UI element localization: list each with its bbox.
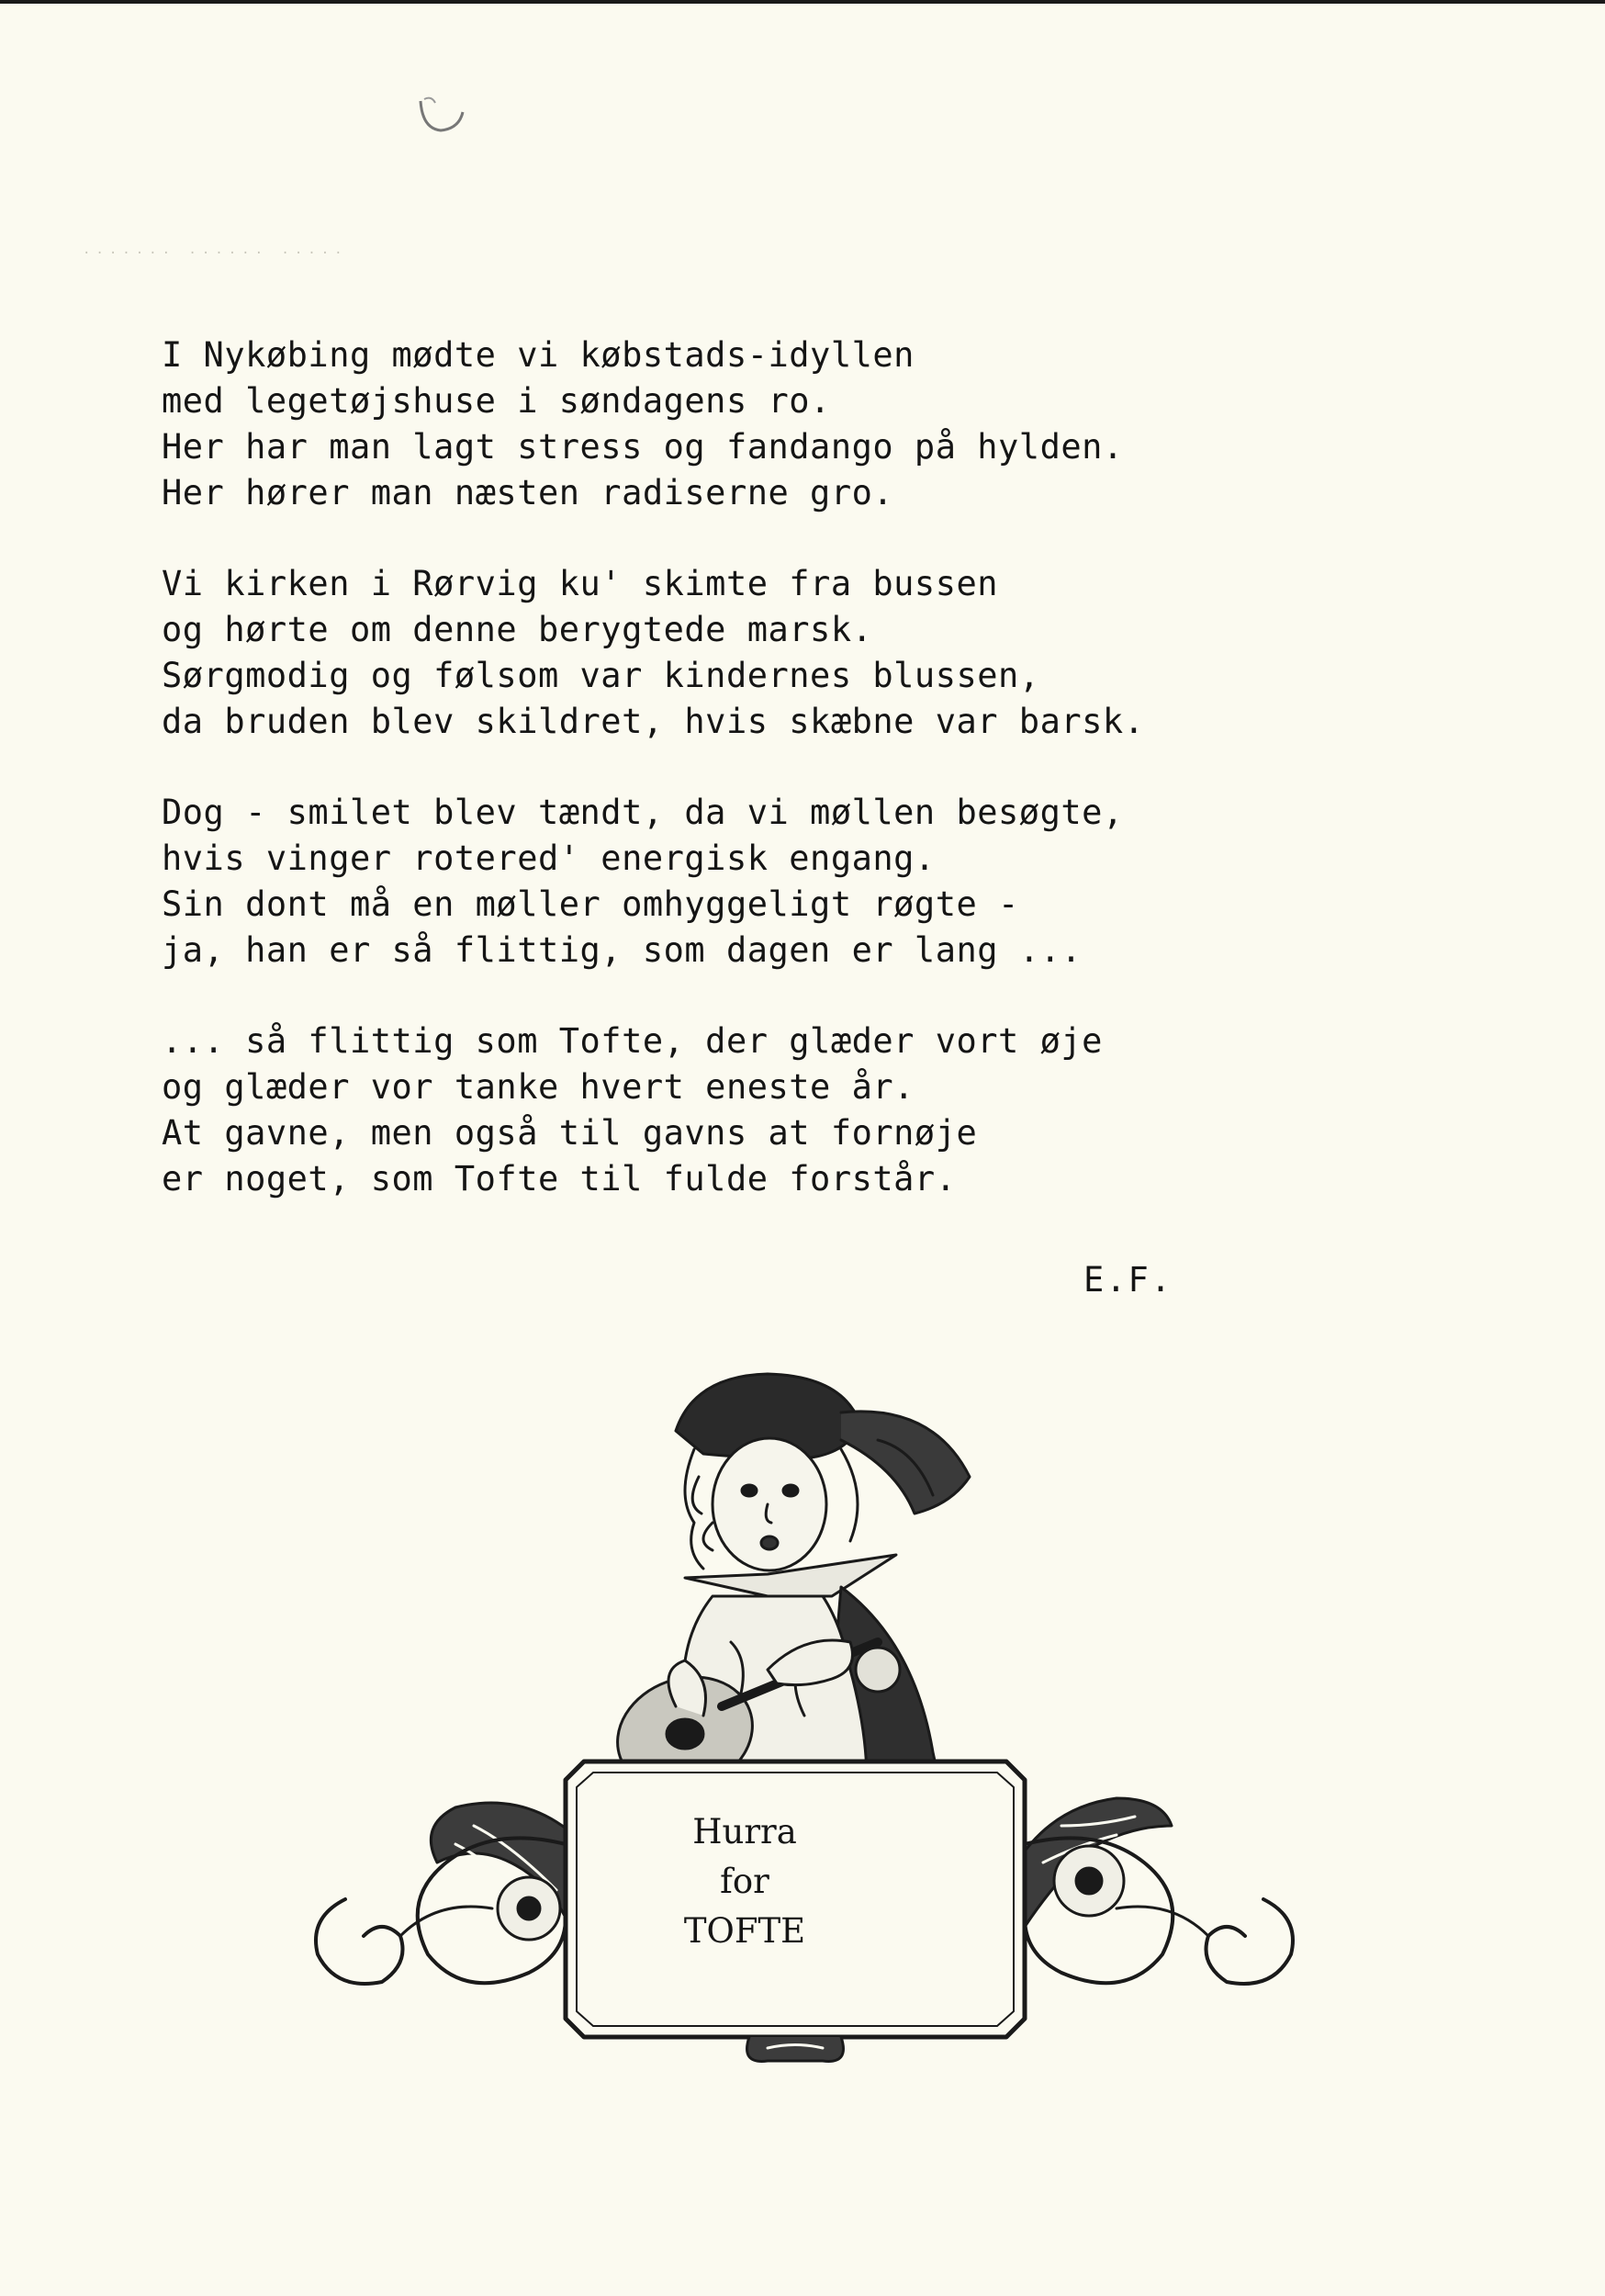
poem-line: Her hører man næsten radiserne gro.	[162, 473, 894, 512]
stanza-3	[162, 790, 1355, 974]
poem	[162, 332, 1355, 1247]
poem-line: At gavne, men også til gavns at fornøje	[162, 1113, 978, 1153]
stanza-2	[162, 561, 1355, 745]
stanza-4	[162, 1019, 1355, 1202]
poem-line: Her har man lagt stress og fandango på hylden.	[162, 427, 1124, 467]
poem-line: med legetøjshuse i søndagens ro.	[162, 381, 831, 421]
poem-line: Vi kirken i Rørvig ku' skimte fra bussen	[162, 564, 999, 603]
poem-line: og hørte om denne berygtede marsk.	[162, 610, 873, 649]
faint-scan-artifact: ······· ······ ·····	[83, 246, 348, 261]
stanza-1	[162, 332, 1355, 516]
poem-line: ... så flittig som Tofte, der glæder vort øje	[162, 1021, 1103, 1061]
cartouche-text	[566, 1807, 924, 1956]
bottom-scroll	[747, 2037, 844, 2061]
cartouche-line-for: for	[720, 1862, 769, 1901]
poem-line: er noget, som Tofte til fulde forstår.	[162, 1159, 957, 1199]
page-top-edge	[0, 0, 1605, 4]
punch-hole-mark	[413, 92, 468, 138]
poem-line: og glæder vor tanke hvert eneste år.	[162, 1067, 915, 1107]
poem-line: ja, han er så flittig, som dagen er lang ...	[162, 930, 1083, 970]
signature: E.F.	[1083, 1260, 1173, 1300]
poem-line: da bruden blev skildret, hvis skæbne var barsk.	[162, 702, 1145, 741]
cartouche-line-hurra: Hurra	[692, 1812, 797, 1851]
poem-line: hvis vinger rotered' energisk engang.	[162, 838, 936, 878]
cartouche-line-tofte: TOFTE	[683, 1911, 806, 1951]
poem-line: Sin dont må en møller omhyggeligt røgte -	[162, 884, 1019, 924]
poem-line: I Nykøbing mødte vi købstads-idyllen	[162, 335, 915, 375]
cherub-lute-vignette	[290, 1367, 1319, 2065]
hat-feather	[841, 1412, 970, 1514]
poem-line: Dog - smilet blev tændt, da vi møllen besøgte,	[162, 793, 1124, 832]
poem-line: Sørgmodig og følsom var kindernes blussen,	[162, 656, 1040, 695]
